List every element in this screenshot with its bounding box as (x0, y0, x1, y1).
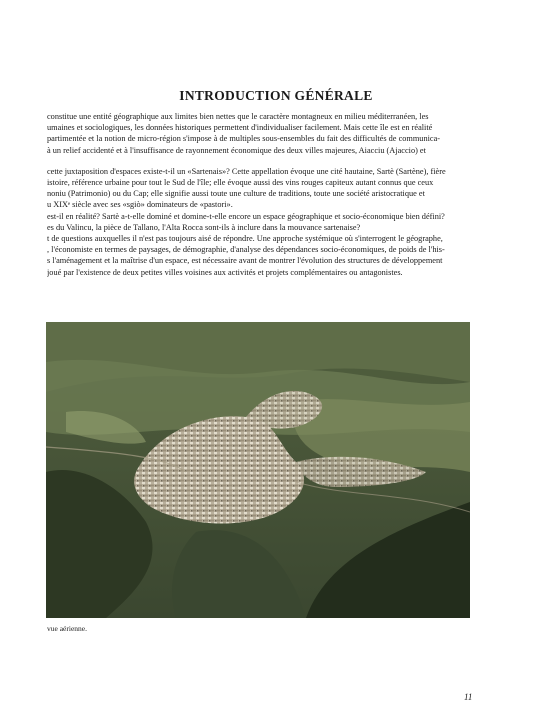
aerial-photo (46, 322, 470, 618)
photo-caption: vue aérienne. (47, 624, 87, 633)
text-line: à un relief accidenté et à l'insuffisance de rayonnement économique des deux villes majeures, Aiacciu (Ajaccio) et (47, 145, 426, 155)
aerial-photo-illustration (46, 322, 470, 618)
text-line: u XIXᵉ siècle avec ses «sgiò» dominateurs de «pastori». (47, 200, 233, 210)
page-title: INTRODUCTION GÉNÉRALE (179, 88, 373, 103)
text-line: es du Valincu, la pièce de Tallano, l'Alta Rocca sont-ils à inclure dans la mouvance sartenaise? (47, 222, 361, 232)
text-line: partimentée et la notion de micro-région s'impose à de multiples sous-ensembles du fait des difficultés de communica- (47, 134, 441, 144)
paragraph-1 (47, 111, 477, 156)
text-line: constitue une entité géographique aux limites bien nettes que le caractère montagneux en milieu méditerranéen, les (47, 112, 429, 121)
text-line: cette juxtaposition d'espaces existe-t-il un «Sartenais»? Cette appellation évoque une cité hautaine, Sartè (Sartène), fière (47, 166, 446, 176)
text-line: istoire, référence urbaine pour tout le Sud de l'île; elle évoque aussi des vins rouges capiteux autant connus que ceux (47, 178, 434, 188)
text-line: noniu (Patrimonio) ou du Cap; elle signifie aussi toute une culture de traditions, toute une société aristocratique et (47, 189, 425, 199)
text-line: , l'économiste en termes de paysages, de démographie, d'analyse des dépendances socio-économiques, de poids de l'his- (47, 245, 445, 255)
text-line: joué par l'existence de deux petites villes voisines aux activités et projets complémentaires ou antagonistes. (47, 267, 403, 277)
text-line: est-il en réalité? Sartè a-t-elle dominé et domine-t-elle encore un espace géographique et socio-économique bien défini? (47, 211, 445, 221)
introduction-text (47, 111, 477, 278)
text-line: umaines et sociologiques, les données historiques permettent d'individualiser facilement. Mais cette île est en réalité (47, 123, 433, 133)
page-number: 11 (464, 692, 473, 702)
text-line: s l'aménagement et la maîtrise d'un espace, est nécessaire avant de montrer l'évolution des structures de développement (47, 256, 443, 266)
text-line: t de questions auxquelles il n'est pas toujours aisé de répondre. Une approche systémique où s'interrogent le géographe, (47, 234, 443, 244)
paragraph-2 (47, 166, 477, 278)
